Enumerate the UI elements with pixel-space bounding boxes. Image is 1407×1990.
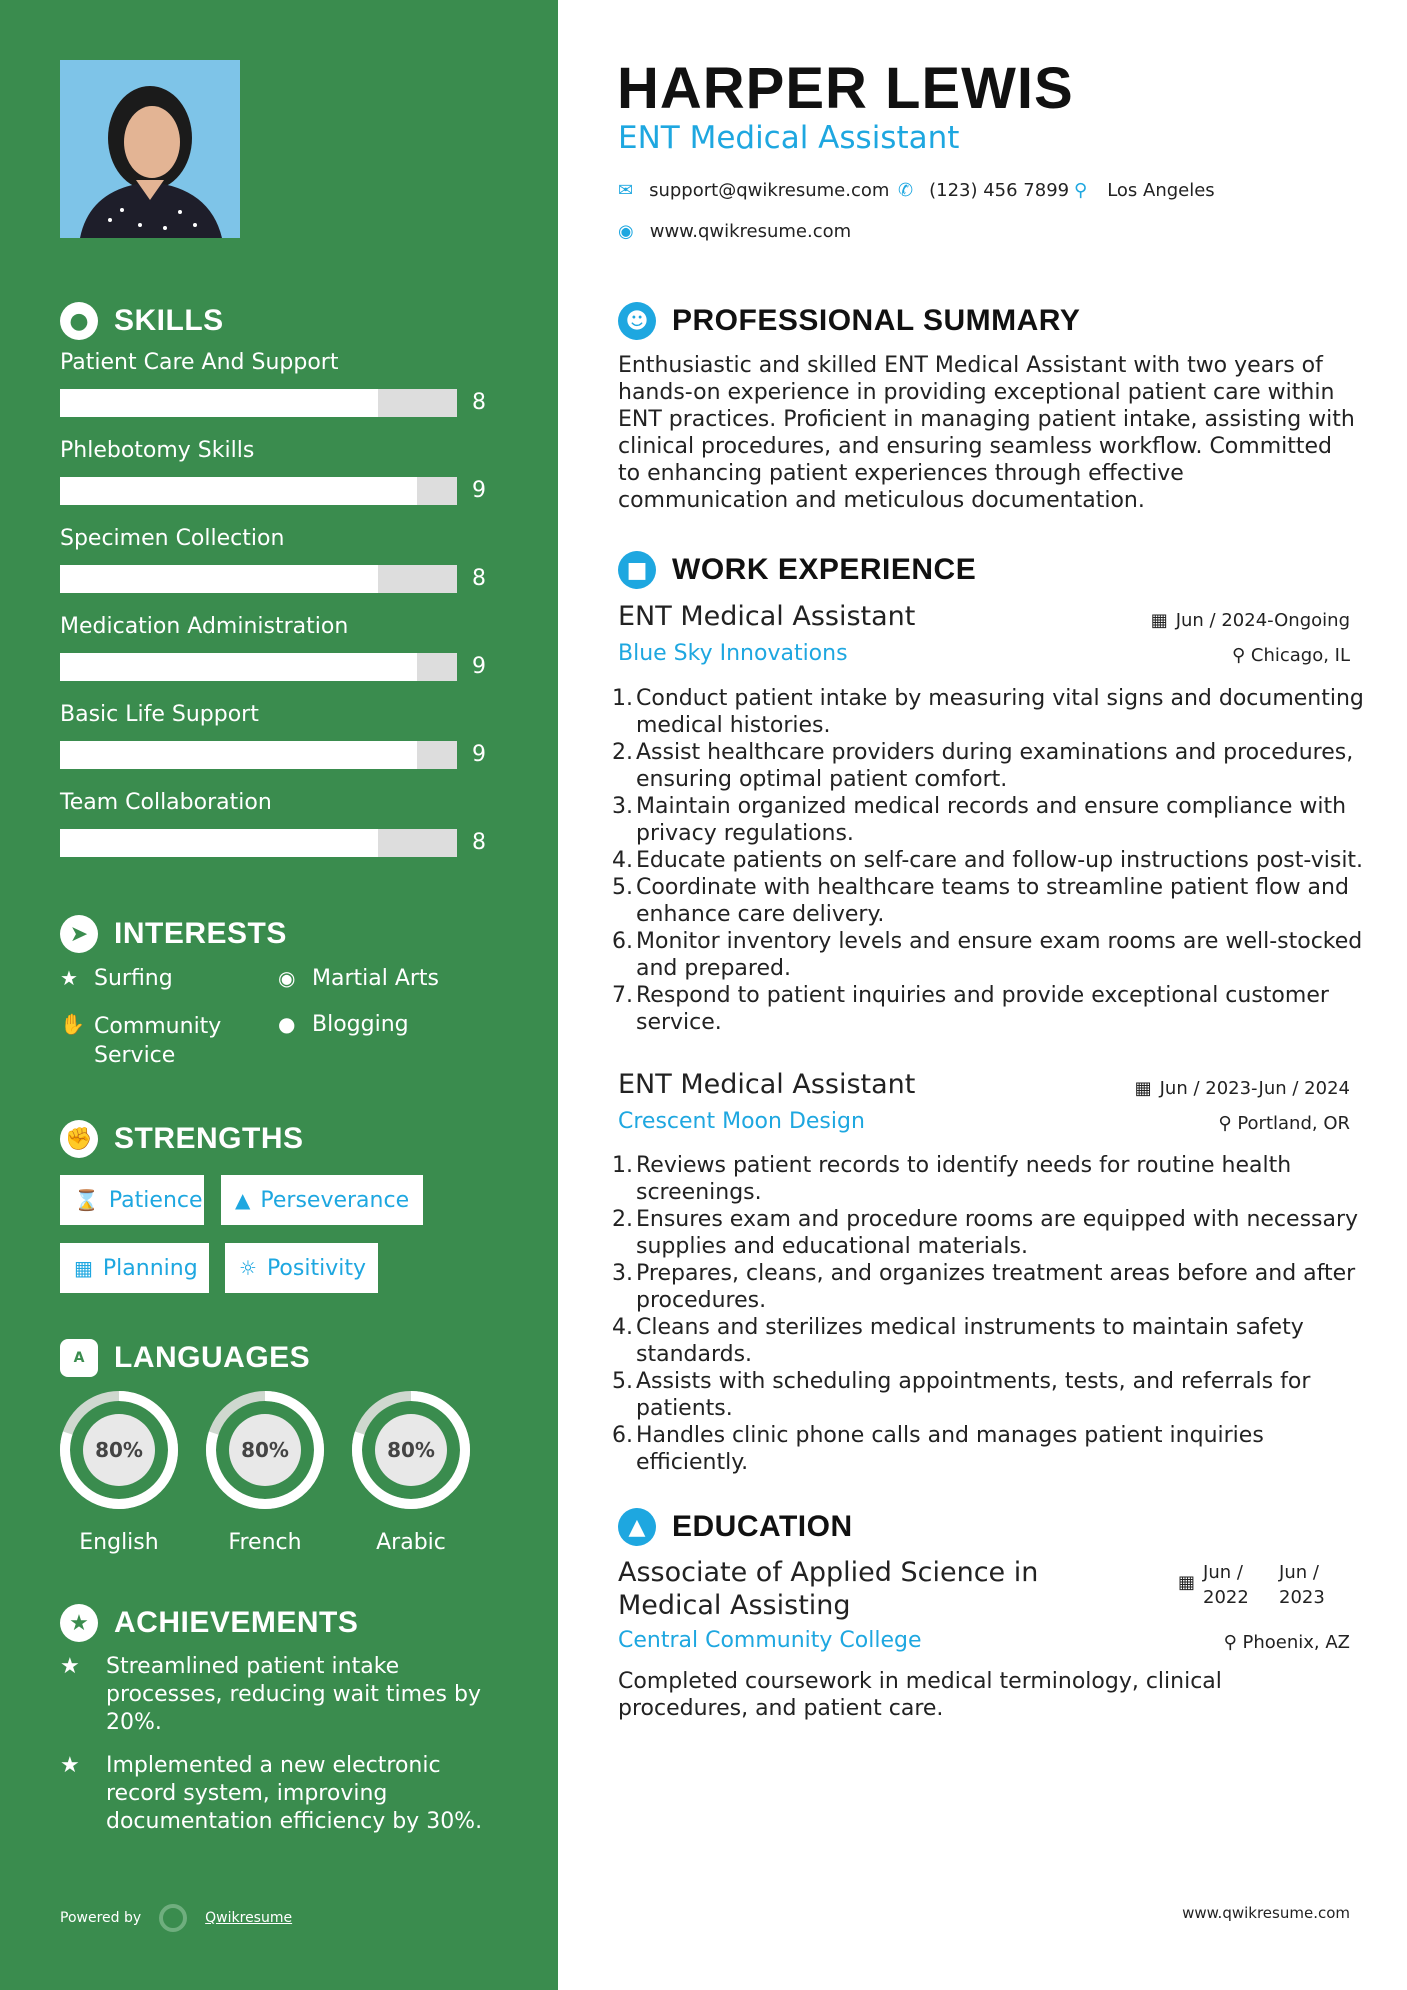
briefcase-icon: ■ [618, 551, 656, 589]
globe-icon: ◉ [278, 966, 296, 990]
footer-url[interactable]: www.qwikresume.com [1182, 1904, 1350, 1922]
skill-item [60, 438, 500, 505]
map-pin-icon: ⚲ [1074, 180, 1088, 201]
skill-bar-fill [60, 653, 417, 681]
job-company: Blue Sky Innovations [618, 641, 848, 666]
duty-item: 1. Reviews patient records to identify needs for routine health screenings. [612, 1153, 1292, 1205]
language-ring [57, 1388, 181, 1512]
duty-item: 5. Coordinate with healthcare teams to streamline patient flow and enhance care delivery. [612, 875, 1349, 927]
skill-name: Team Collaboration [60, 790, 272, 815]
hourglass-icon: ⌛ [74, 1188, 99, 1212]
skills-title: SKILLS [114, 304, 224, 337]
language-label: French [228, 1530, 302, 1555]
experience-header [618, 551, 976, 589]
strengths-title: STRENGTHS [114, 1122, 304, 1155]
summary-title: PROFESSIONAL SUMMARY [672, 304, 1081, 337]
skill-item [60, 350, 500, 417]
education-header [618, 1508, 853, 1546]
duty-item: 3. Maintain organized medical records and ensure compliance with privacy regulations. [612, 794, 1347, 846]
pin-icon: ⚲ [1223, 1632, 1237, 1653]
skill-item [60, 614, 500, 681]
education-dates: ▦ Jun / 2022 Jun / 2023 [1178, 1562, 1325, 1608]
calendar-icon: ▦ [1178, 1572, 1196, 1593]
education-school: Central Community College [618, 1628, 922, 1653]
skill-value: 8 [472, 390, 486, 415]
skill-value: 9 [472, 478, 486, 503]
users-icon: ● [278, 1012, 296, 1036]
strength-tag: ▦ Planning [60, 1243, 209, 1293]
duty-item: 2. Assist healthcare providers during examinations and procedures, ensuring optimal patient comfort. [612, 740, 1354, 792]
interest-item: ◉ Martial Arts [278, 966, 440, 991]
duty-item: 2. Ensures exam and procedure rooms are equipped with necessary supplies and educational materials. [612, 1207, 1359, 1259]
languages-header [60, 1339, 310, 1377]
job-location: ⚲ Portland, OR [1218, 1113, 1350, 1134]
language-item [57, 1388, 181, 1555]
profile-photo [60, 60, 240, 238]
interest-item: ✋ Community Service [60, 1012, 222, 1068]
qwikresume-logo-icon [159, 1904, 187, 1932]
paper-plane-icon: ➤ [60, 915, 98, 953]
job-date: ▦ Jun / 2024-Ongoing [1150, 610, 1350, 631]
main-content [558, 0, 1407, 1990]
powered-by: Powered by Qwikresume [60, 1904, 292, 1932]
languages-title: LANGUAGES [114, 1341, 311, 1374]
interests-title: INTERESTS [114, 917, 287, 950]
interest-item: ★ Surfing [60, 966, 173, 991]
qwikresume-link[interactable]: Qwikresume [205, 1910, 293, 1926]
skill-bar [60, 829, 457, 857]
skill-bar-fill [60, 565, 378, 593]
language-percent: 80% [387, 1438, 435, 1462]
star-badge-icon: ★ [60, 1604, 98, 1642]
skill-value: 8 [472, 566, 486, 591]
language-item [349, 1388, 473, 1555]
skill-value: 9 [472, 742, 486, 767]
contact-website[interactable]: ◉ www.qwikresume.com [618, 221, 852, 242]
strength-tag: ☼ Positivity [225, 1243, 378, 1293]
hand-icon: ✋ [60, 1012, 85, 1036]
skill-item [60, 526, 500, 593]
skill-bar [60, 565, 457, 593]
education-text: Completed coursework in medical terminology, clinical procedures, and patient care. [618, 1669, 1222, 1721]
language-label: English [79, 1530, 159, 1555]
experience-title: WORK EXPERIENCE [672, 553, 977, 586]
language-icon: A [60, 1339, 98, 1377]
achievements-header [60, 1604, 358, 1642]
achievements-title: ACHIEVEMENTS [114, 1606, 359, 1639]
job-date: ▦ Jun / 2023-Jun / 2024 [1134, 1078, 1350, 1099]
duty-item: 3. Prepares, cleans, and organizes treatment areas before and after procedures. [612, 1261, 1356, 1313]
calendar-icon: ▦ [1134, 1078, 1152, 1099]
skill-value: 8 [472, 830, 486, 855]
duty-item: 5. Assists with scheduling appointments, tests, and referrals for patients. [612, 1369, 1311, 1421]
interest-item: ● Blogging [278, 1012, 409, 1037]
language-ring [203, 1388, 327, 1512]
duty-item: 4. Cleans and sterilizes medical instruments to maintain safety standards. [612, 1315, 1304, 1367]
achievement-item: ★ Streamlined patient intake processes, reducing wait times by 20%. [60, 1654, 481, 1735]
achievement-item: ★ Implemented a new electronic record system, improving documentation efficiency by 30%. [60, 1753, 483, 1834]
job-company: Crescent Moon Design [618, 1109, 865, 1134]
education-degree: Associate of Applied Science in Medical Assisting [618, 1557, 1039, 1621]
job-title: ENT Medical Assistant [618, 601, 916, 632]
education-location: ⚲ Phoenix, AZ [1223, 1632, 1350, 1653]
graduation-cap-icon: ▲ [618, 1508, 656, 1546]
shooting-star-icon: ★ [60, 1753, 80, 1778]
summary-header [618, 302, 1080, 340]
duty-item: 1. Conduct patient intake by measuring vital signs and documenting medical histories. [612, 686, 1364, 738]
skill-bar [60, 741, 457, 769]
skill-name: Patient Care And Support [60, 350, 339, 375]
skill-bar-fill [60, 741, 417, 769]
skill-name: Specimen Collection [60, 526, 285, 551]
job-duties [612, 1152, 1378, 1476]
duty-item: 6. Monitor inventory levels and ensure exam rooms are well-stocked and prepared. [612, 929, 1363, 981]
skill-bar-fill [60, 477, 417, 505]
pin-icon: ⚲ [1231, 645, 1246, 666]
job-duties [612, 685, 1378, 1036]
skills-header [60, 302, 224, 340]
skill-item [60, 702, 500, 769]
skill-bar [60, 653, 457, 681]
skill-bar-fill [60, 389, 378, 417]
pin-icon: ⚲ [1218, 1113, 1232, 1134]
job-title: ENT Medical Assistant [618, 1069, 916, 1100]
skill-value: 9 [472, 654, 486, 679]
language-percent: 80% [95, 1438, 143, 1462]
envelope-icon: ✉ [618, 180, 634, 201]
skill-name: Medication Administration [60, 614, 349, 639]
skill-item [60, 790, 500, 857]
job-location: ⚲ Chicago, IL [1231, 645, 1350, 666]
road-icon: ▲ [235, 1188, 251, 1212]
phone-icon: ✆ [898, 180, 914, 201]
sun-icon: ☼ [239, 1256, 257, 1280]
sidebar [0, 0, 558, 1990]
language-item [203, 1388, 327, 1555]
interests-header [60, 915, 287, 953]
candidate-role: ENT Medical Assistant [618, 120, 960, 156]
contact-phone: ✆ (123) 456 7899 [898, 180, 1070, 201]
calendar-icon: ▦ [1150, 610, 1168, 631]
language-ring [349, 1388, 473, 1512]
strength-tag: ▲ Perseverance [221, 1175, 423, 1225]
strengths-header [60, 1120, 304, 1158]
shooting-star-icon: ★ [60, 1654, 80, 1679]
summary-text: Enthusiastic and skilled ENT Medical Assistant with two years of hands-on experience in providing exceptional patient care within ENT practices. Proficient in managing patient intake, assisting with clinical procedures, and ensuring seamless workflow. Committed to enhancing patient experiences through effective communication and meticulous documentation. [618, 353, 1355, 513]
skill-name: Basic Life Support [60, 702, 259, 727]
fist-icon: ✊ [60, 1120, 98, 1158]
skill-bar-fill [60, 829, 378, 857]
skill-name: Phlebotomy Skills [60, 438, 255, 463]
user-icon: ☻ [618, 302, 656, 340]
skill-bar [60, 477, 457, 505]
skill-bar [60, 389, 457, 417]
lightbulb-icon: ● [60, 302, 98, 340]
candidate-name: HARPER LEWIS [617, 56, 1074, 121]
language-percent: 80% [241, 1438, 289, 1462]
contact-email[interactable]: ✉ support@qwikresume.com [618, 180, 890, 201]
duty-item: 7. Respond to patient inquiries and provide exceptional customer service. [612, 983, 1329, 1035]
calendar-icon: ▦ [74, 1256, 93, 1280]
strength-tag: ⌛ Patience [60, 1175, 204, 1225]
contact-location: ⚲ Los Angeles [1074, 180, 1215, 201]
education-title: EDUCATION [672, 1510, 853, 1543]
globe-icon: ◉ [618, 221, 634, 242]
star-icon: ★ [60, 966, 78, 990]
duty-item: 6. Handles clinic phone calls and manages patient inquiries efficiently. [612, 1423, 1264, 1475]
language-label: Arabic [376, 1530, 446, 1555]
duty-item: 4. Educate patients on self-care and follow-up instructions post-visit. [612, 848, 1364, 873]
